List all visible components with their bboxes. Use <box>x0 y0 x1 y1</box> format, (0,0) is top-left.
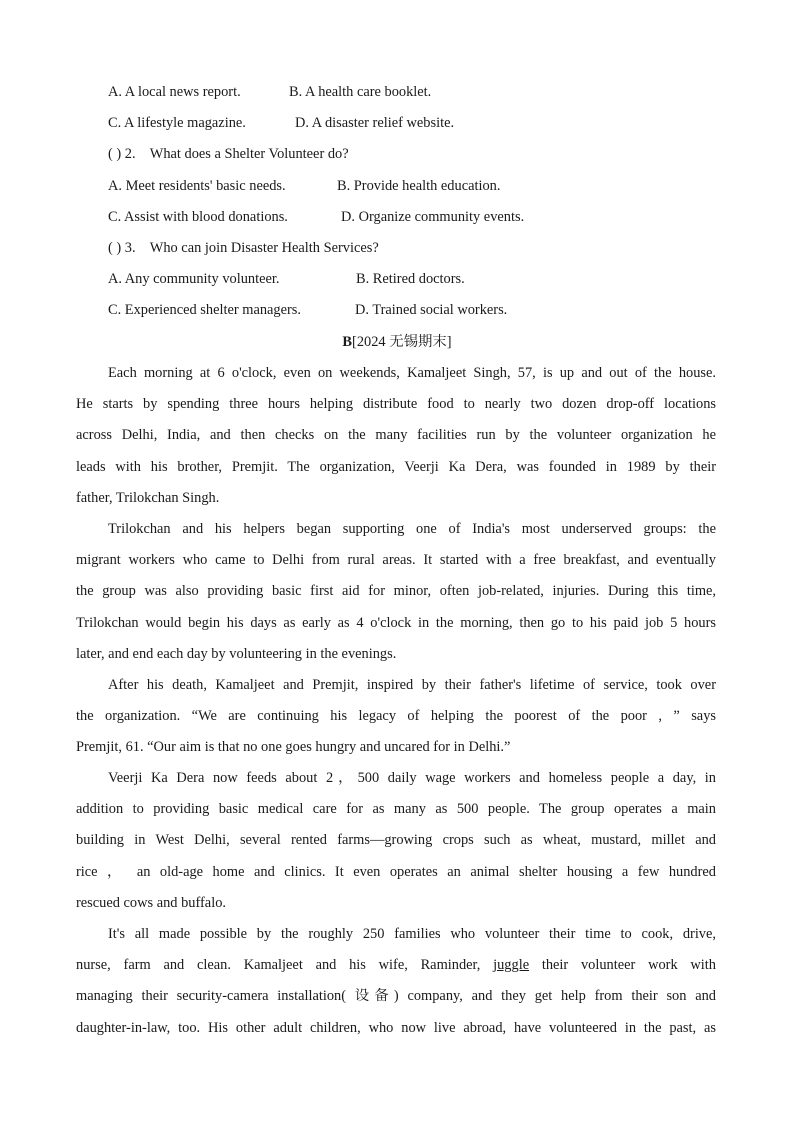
q2-option-b: B. Provide health education. <box>337 178 501 194</box>
answer-blank[interactable]: ( ) <box>108 146 122 162</box>
text-line: later, and end each day by volunteering in the evenings. <box>76 645 397 662</box>
question-3 <box>108 238 379 258</box>
paragraph-2 <box>76 514 716 670</box>
text-line: He starts by spending three hours helping distribute food to nearly two dozen drop-off locations <box>76 396 716 413</box>
text-line: leads with his brother, Premjit. The organization, Veerji Ka Dera, was founded in 1989 by their <box>76 458 716 475</box>
text-line: addition to providing basic medical care for as many as 500 people. The group operates a main <box>76 801 716 818</box>
text-line: father, Trilokchan Singh. <box>76 489 220 506</box>
text-line: rice ， an old-age home and clinics. It even operates an animal shelter housing a few hundred <box>76 863 716 880</box>
text-segment: their volunteer work with <box>529 957 716 974</box>
q3-option-d: D. Trained social workers. <box>355 302 508 318</box>
q2-option-a: A. Meet residents' basic needs. <box>108 178 286 194</box>
q2-option-d: D. Organize community events. <box>341 209 525 225</box>
text-line: It's all made possible by the roughly 250 families who volunteer their time to cook, drive, <box>108 926 716 942</box>
question-text: Who can join Disaster Health Services? <box>149 240 379 256</box>
text-line: across Delhi, India, and then checks on the many facilities run by the volunteer organization he <box>76 427 716 444</box>
paragraph-5 <box>76 919 716 1044</box>
q3-option-c: C. Experienced shelter managers. <box>108 302 301 318</box>
underlined-word: juggle <box>493 957 530 974</box>
paragraph-3 <box>76 670 716 764</box>
text-line <box>76 950 716 981</box>
question-number: 2. <box>124 146 136 162</box>
section-title <box>0 330 794 351</box>
q2-option-c: C. Assist with blood donations. <box>108 209 288 225</box>
text-line: managing their security-camera installation( 设备) company, and they get help from their son and <box>76 988 716 1005</box>
paragraph-4 <box>76 763 716 919</box>
q1-option-a: A. A local news report. <box>108 84 241 100</box>
section-letter: B <box>342 334 353 350</box>
text-segment: nurse, farm and clean. Kamaljeet and his wife, Raminder, <box>76 957 494 974</box>
paragraph-1 <box>76 358 716 514</box>
section-source: [2024 无锡期末] <box>352 334 452 350</box>
text-line: Each morning at 6 o'clock, even on weekends, Kamaljeet Singh, 57, is up and out of the house. <box>108 365 716 381</box>
text-line: rescued cows and buffalo. <box>76 894 226 911</box>
q1-option-d: D. A disaster relief website. <box>295 115 455 131</box>
text-line: the group was also providing basic first aid for minor, often job-related, injuries. During this time, <box>76 583 716 600</box>
q1-option-c: C. A lifestyle magazine. <box>108 115 246 131</box>
text-line: After his death, Kamaljeet and Premjit, inspired by their father's lifetime of service, took over <box>108 677 716 693</box>
question-text: What does a Shelter Volunteer do? <box>149 146 349 162</box>
answer-blank[interactable]: ( ) <box>108 240 122 256</box>
text-line: Trilokchan and his helpers began supporting one of India's most underserved groups: the <box>108 521 716 537</box>
text-line: Premjit, 61. “Our aim is that no one goes hungry and uncared for in Delhi.” <box>76 739 511 756</box>
text-line: daughter-in-law, too. His other adult children, who now live abroad, have volunteered in the past, as <box>76 1019 716 1036</box>
question-2 <box>108 144 349 164</box>
question-number: 3. <box>124 240 136 256</box>
text-line: migrant workers who came to Delhi from rural areas. It started with a free breakfast, and eventually <box>76 552 716 569</box>
text-line: Veerji Ka Dera now feeds about 2，500 daily wage workers and homeless people a day, in <box>108 770 716 786</box>
q3-option-a: A. Any community volunteer. <box>108 271 280 287</box>
q3-option-b: B. Retired doctors. <box>356 271 465 287</box>
q1-option-b: B. A health care booklet. <box>289 84 432 100</box>
text-line: Trilokchan would begin his days as early as 4 o'clock in the morning, then go to his paid job 5 hours <box>76 614 716 631</box>
text-line: building in West Delhi, several rented farms—growing crops such as wheat, mustard, millet and <box>76 832 716 849</box>
text-line: the organization. “We are continuing his legacy of helping the poorest of the poor , ” says <box>76 708 716 725</box>
